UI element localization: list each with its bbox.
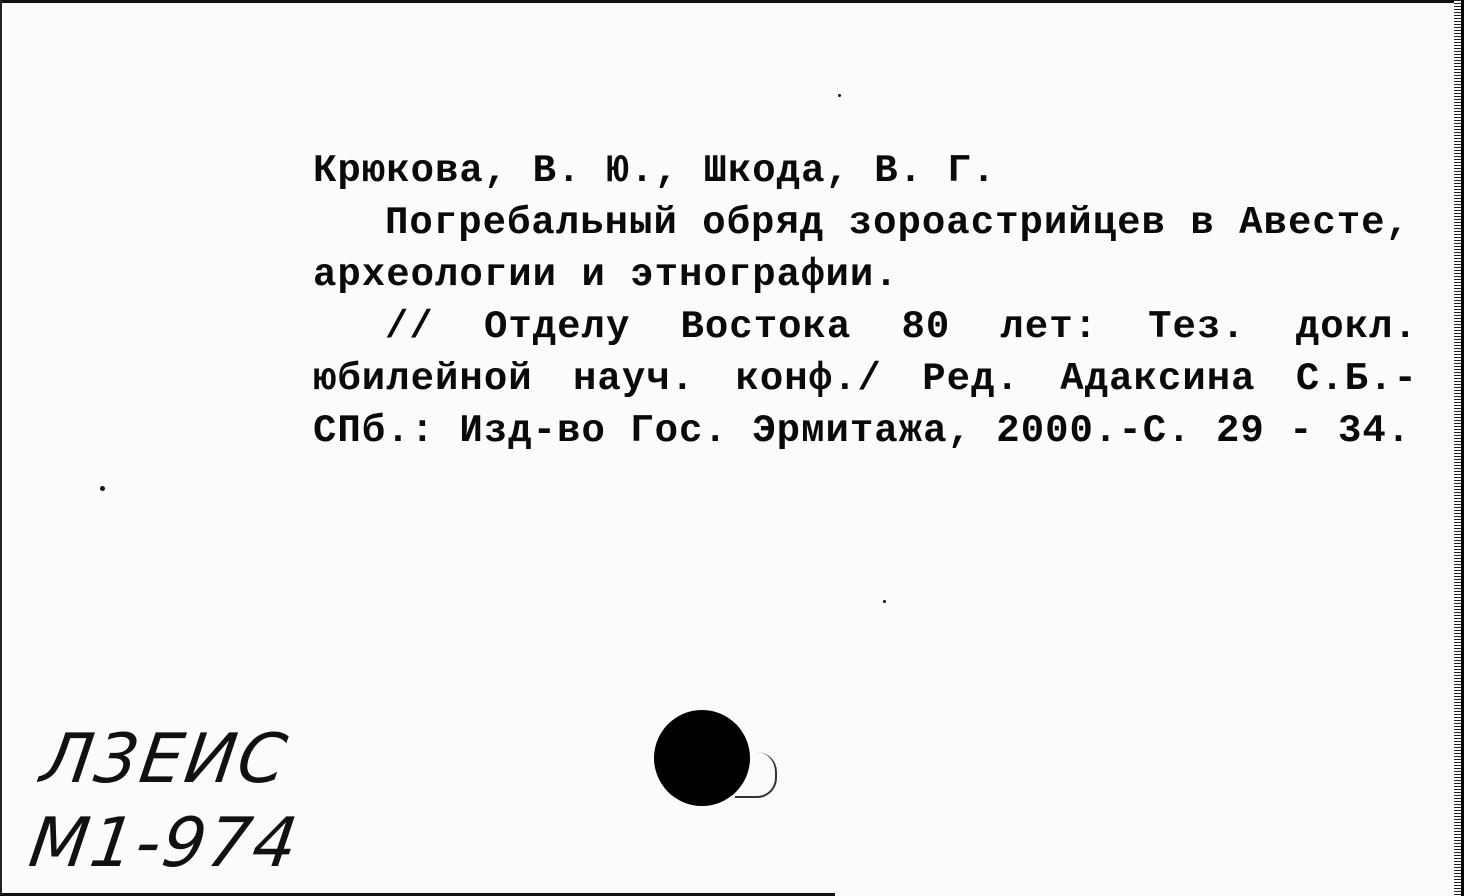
source-line-1-word: Отделу [483, 305, 631, 349]
shelf-mark-line-1: Л3ЕИС [36, 720, 294, 799]
source-line-1-word: 80 [901, 305, 951, 349]
source-line-2-word: юбилейной [313, 357, 533, 401]
source-line-2-word: науч. [573, 357, 696, 401]
scan-edge-left [0, 0, 2, 896]
source-line-2-word: конф./ [735, 357, 882, 401]
source-line-1-word: докл. [1295, 305, 1418, 349]
bibliographic-entry [313, 145, 1418, 457]
source-line-1-word: лет: [1000, 305, 1099, 349]
source-line-2 [313, 353, 1418, 405]
speck [883, 600, 886, 603]
handwritten-shelf-mark [24, 718, 316, 886]
title-line-2: археологии и этнографии. [313, 253, 899, 297]
scan-edge-top [0, 0, 1464, 3]
author-heading: Крюкова, В. Ю., Шкода, В. Г. [313, 149, 997, 193]
source-line-1 [313, 301, 1418, 353]
source-line-1-word: Тез. [1148, 305, 1246, 349]
speck [838, 94, 841, 97]
source-line-2-word: Ред. [922, 357, 1020, 401]
shelf-mark-line-2: М1-974 [24, 804, 304, 883]
speck [100, 486, 105, 491]
source-line-3: СПб.: Изд-во Гос. Эрмитажа, 2000.-С. 29 - 34. [313, 409, 1412, 453]
title-line-1: Погребальный обряд зороастрийцев в Авесте, [385, 201, 1410, 245]
source-line-2-word: Адаксина [1060, 357, 1256, 401]
source-line-1-word: Востока [680, 305, 852, 349]
punch-hole-tear [735, 752, 777, 798]
source-line-1-word: // [385, 305, 434, 349]
source-line-2-word: С.Б.- [1295, 357, 1418, 401]
